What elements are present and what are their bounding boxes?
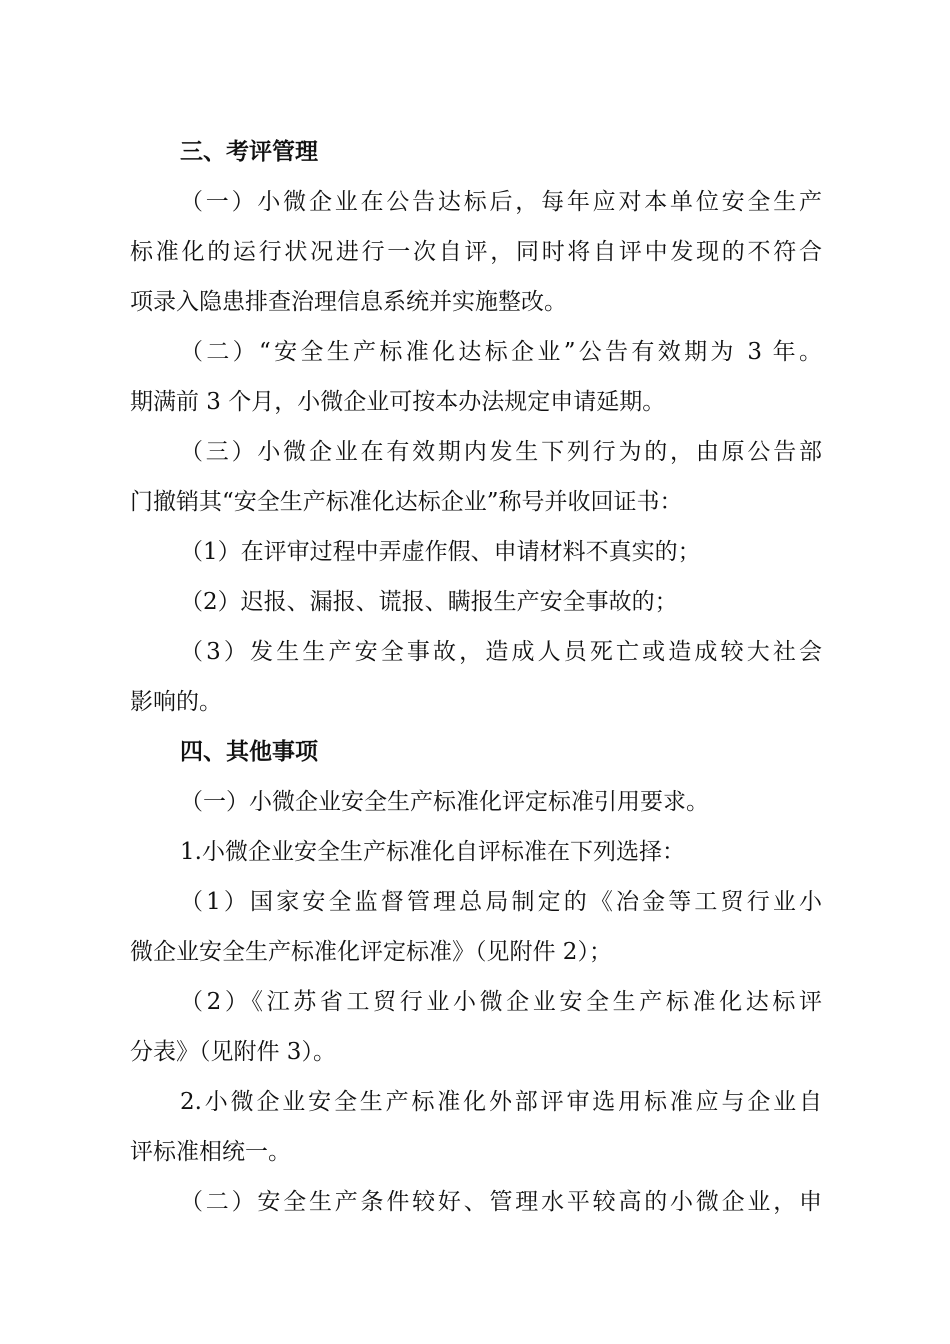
paragraph-line: （一）小微企业安全生产标准化评定标准引用要求。 bbox=[180, 789, 709, 815]
paragraph-line: 项录入隐患排查治理信息系统并实施整改。 bbox=[130, 289, 567, 315]
paragraph-line: 微企业安全生产标准化评定标准》（见附件 2）； bbox=[130, 939, 612, 965]
paragraph-line: （三）小微企业在有效期内发生下列行为的，由原公告部 bbox=[180, 439, 822, 465]
paragraph-line: 影响的。 bbox=[130, 689, 222, 715]
list-item: （3）发生生产安全事故，造成人员死亡或造成较大社会 bbox=[180, 639, 822, 665]
list-item: （1）在评审过程中弄虚作假、申请材料不真实的； bbox=[180, 539, 701, 565]
paragraph-line: 门撤销其“安全生产标准化达标企业”称号并收回证书： bbox=[130, 489, 683, 515]
list-item: （2）迟报、漏报、谎报、瞒报生产安全事故的； bbox=[180, 589, 678, 615]
paragraph-line: 期满前 3 个月，小微企业可按本办法规定申请延期。 bbox=[130, 389, 666, 415]
paragraph-line: 分表》（见附件 3）。 bbox=[130, 1039, 336, 1065]
paragraph-line: （二）“安全生产标准化达标企业”公告有效期为 3 年。 bbox=[180, 339, 822, 365]
paragraph-line: （二）安全生产条件较好、管理水平较高的小微企业，申 bbox=[180, 1189, 822, 1215]
paragraph-line: 标准化的运行状况进行一次自评，同时将自评中发现的不符合 bbox=[130, 239, 822, 265]
section-heading-other-matters: 四、其他事项 bbox=[180, 739, 318, 765]
list-item: （1）国家安全监督管理总局制定的《冶金等工贸行业小 bbox=[180, 889, 822, 915]
paragraph-line: （一）小微企业在公告达标后，每年应对本单位安全生产 bbox=[180, 189, 822, 215]
list-item: （2）《江苏省工贸行业小微企业安全生产标准化达标评 bbox=[180, 989, 822, 1015]
paragraph-line: 1.小微企业安全生产标准化自评标准在下列选择： bbox=[180, 839, 685, 865]
paragraph-line: 2.小微企业安全生产标准化外部评审选用标准应与企业自 bbox=[180, 1089, 822, 1115]
paragraph-line: 评标准相统一。 bbox=[130, 1139, 291, 1165]
section-heading-evaluation-management: 三、考评管理 bbox=[180, 139, 318, 165]
